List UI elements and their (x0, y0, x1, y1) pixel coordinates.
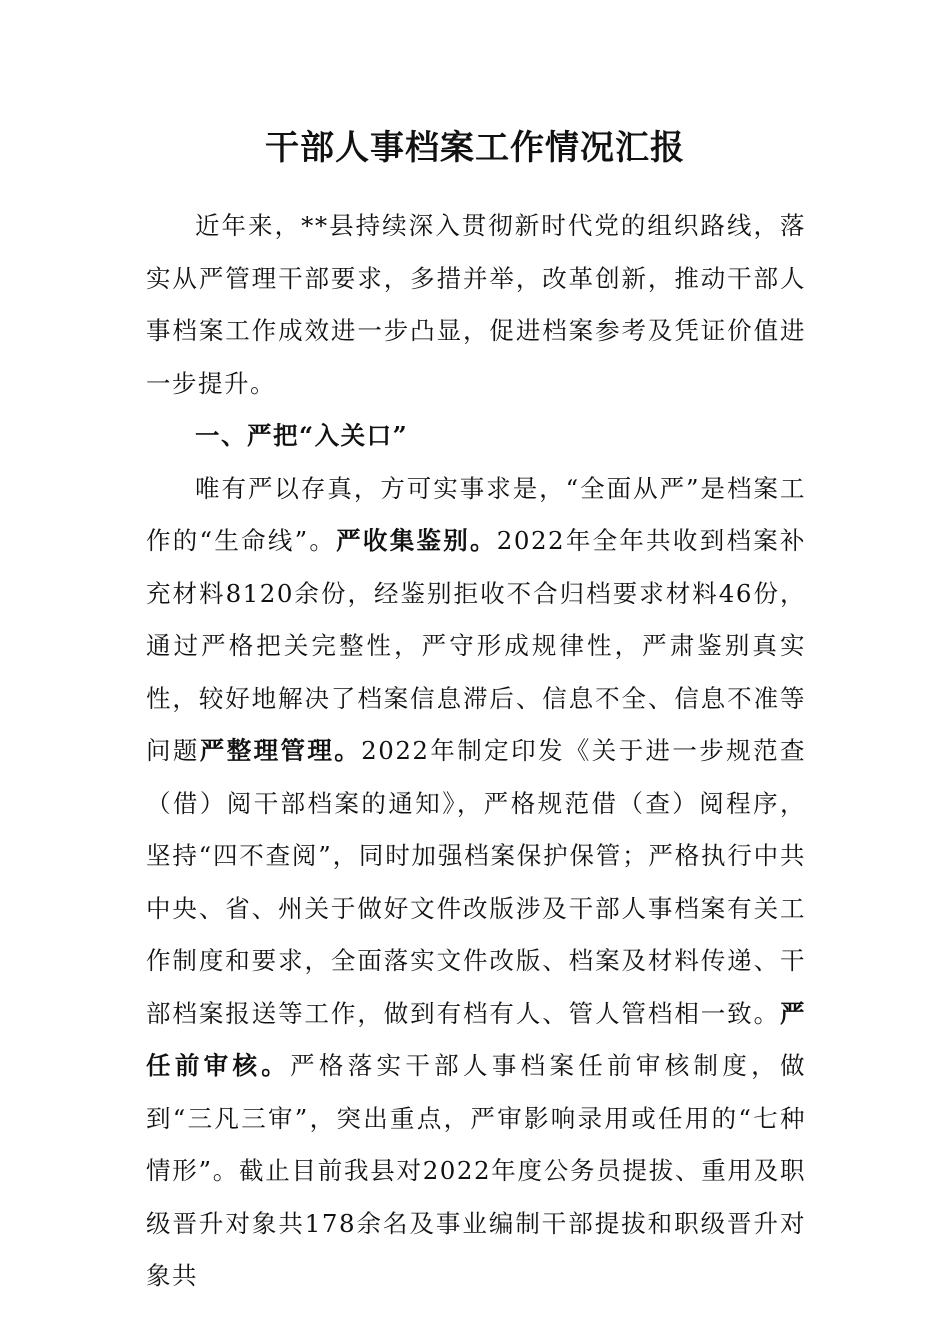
item-title-collect: 严收集鉴别。 (336, 526, 497, 555)
item-title-organize: 严整理管理。 (199, 736, 362, 765)
section-lead: 唯有严以存真，方可实事求是，“全面从严”是档案工作的“生命线”。 (146, 473, 806, 555)
section-paragraph (146, 463, 806, 1303)
intro-paragraph: 近年来，**县持续深入贯彻新时代党的组织路线，落实从严管理干部要求，多措并举，改革创新，推动干部人事档案工作成效进一步凸显，促进档案参考及凭证价值进一步提升。 (146, 211, 806, 398)
section-heading: 一、严把“入关口” (195, 421, 409, 450)
item-text-organize: 2022年制定印发《关于进一步规范查（借）阅干部档案的通知》，严格规范借（查）阅程序，坚持“四不查阅”，同时加强档案保护保管；严格执行中共中央、省、州关于做好文件改版涉及干部人事档案有关工作制度和要求，全面落实文件改版、档案及材料传递、干部档案报送等工作，做到有档有人、管人管档相一致。 (146, 736, 807, 1028)
document-title: 干部人事档案工作情况汇报 (265, 128, 685, 168)
item-title-review: 严任前审核。 (146, 998, 806, 1080)
document-body (146, 200, 806, 1303)
item-text-collect: 2022年全年共收到档案补充材料8120余份，经鉴别拒收不合归档要求材料46份，通过严格把关完整性，严守形成规律性，严肃鉴别真实性，较好地解决了档案信息滞后、信息不全、信息不准等问题 (146, 526, 806, 765)
item-text-review: 严格落实干部人事档案任前审核制度，做到“三凡三审”，突出重点，严审影响录用或任用的“七种情形”。截止目前我县对2022年度公务员提拔、重用及职级晋升对象共178余名及事业编制干部提拔和职级晋升对象共 (146, 1051, 807, 1290)
